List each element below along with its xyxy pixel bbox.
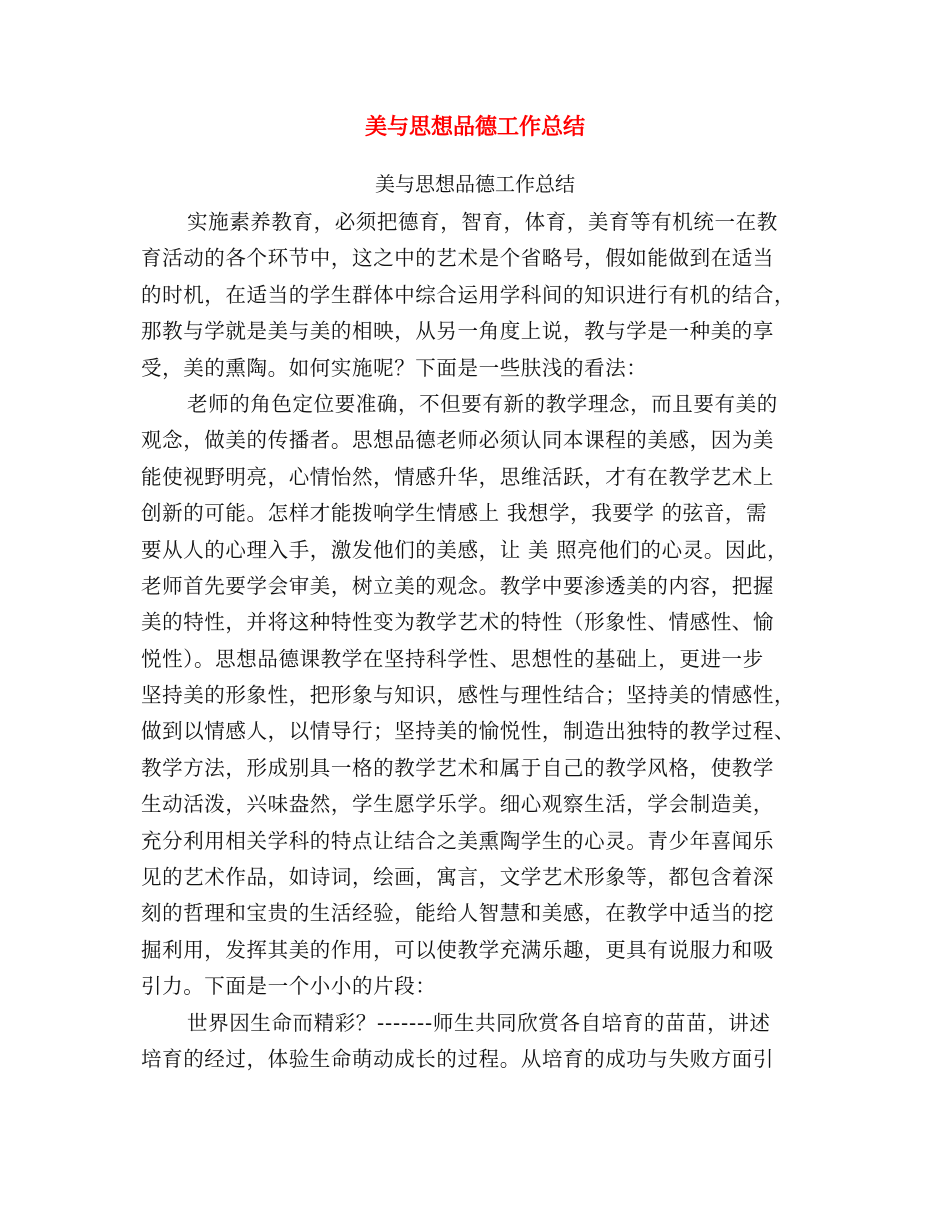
paragraph-line: 实施素养教育，必须把德育，智育，体育，美育等有机统一在教: [187, 210, 778, 234]
document-body: [141, 204, 811, 1077]
paragraph-line: 做到以情感人，以情导行；坚持美的愉悦性，制造出独特的教学过程、: [141, 719, 796, 744]
paragraph-line: 培育的经过，体验生命萌动成长的过程。从培育的成功与失败方面引: [141, 1046, 774, 1071]
paragraph-line: 受，美的熏陶。如何实施呢？下面是一些肤浅的看法：: [141, 355, 648, 380]
paragraph-line: 观念，做美的传播者。思想品德老师必须认同本课程的美感，因为美: [141, 428, 774, 453]
paragraph-line: 教学方法，形成别具一格的教学艺术和属于自己的教学风格，使教学: [141, 755, 774, 780]
paragraph: [141, 386, 811, 1005]
paragraph-line: 悦性）。思想品德课教学在坚持科学性、思想性的基础上，更进一步: [141, 646, 764, 671]
document-title: 美与思想品德工作总结: [364, 115, 585, 140]
paragraph-line: 的时机，在适当的学生群体中综合运用学科间的知识进行有机的结合，: [141, 282, 796, 307]
paragraph-line: 创新的可能。怎样才能拨响学生情感上 我想学，我要学 的弦音，需: [141, 501, 768, 526]
paragraph-line: 见的艺术作品，如诗词，绘画，寓言，文学艺术形象等，都包含着深: [141, 865, 774, 890]
paragraph-line: 引力。下面是一个小小的片段：: [141, 974, 437, 999]
paragraph-line: 要从人的心理入手，激发他们的美感，让 美 照亮他们的心灵。因此，: [141, 537, 789, 562]
paragraph-line: 世界因生命而精彩？-------师生共同欣赏各自培育的苗苗，讲述: [187, 1010, 771, 1035]
paragraph-line: 刻的哲理和宝贵的生活经验，能给人智慧和美感，在教学中适当的挖: [141, 901, 774, 926]
paragraph-line: 能使视野明亮，心情怡然，情感升华，思维活跃，才有在教学艺术上: [141, 464, 774, 489]
paragraph-line: 生动活泼，兴味盎然，学生愿学乐学。细心观察生活，学会制造美，: [141, 792, 774, 817]
paragraph-line: 掘利用，发挥其美的作用，可以使教学充满乐趣，更具有说服力和吸: [141, 937, 774, 962]
paragraph-line: 老师的角色定位要准确，不但要有新的教学理念，而且要有美的: [187, 391, 778, 416]
paragraph-line: 老师首先要学会审美，树立美的观念。教学中要渗透美的内容，把握: [141, 573, 774, 598]
paragraph-line: 育活动的各个环节中，这之中的艺术是个省略号，假如能做到在适当: [141, 246, 774, 271]
document-subtitle: 美与思想品德工作总结: [375, 172, 575, 196]
paragraph-line: 那教与学就是美与美的相映，从另一角度上说，教与学是一种美的享: [141, 319, 774, 344]
paragraph: [141, 1005, 811, 1078]
paragraph-line: 美的特性，并将这种特性变为教学艺术的特性（形象性、情感性、愉: [141, 610, 774, 635]
paragraph: [141, 204, 811, 386]
paragraph-line: 坚持美的形象性，把形象与知识，感性与理性结合；坚持美的情感性，: [141, 683, 796, 708]
paragraph-line: 充分利用相关学科的特点让结合之美熏陶学生的心灵。青少年喜闻乐: [141, 828, 774, 853]
